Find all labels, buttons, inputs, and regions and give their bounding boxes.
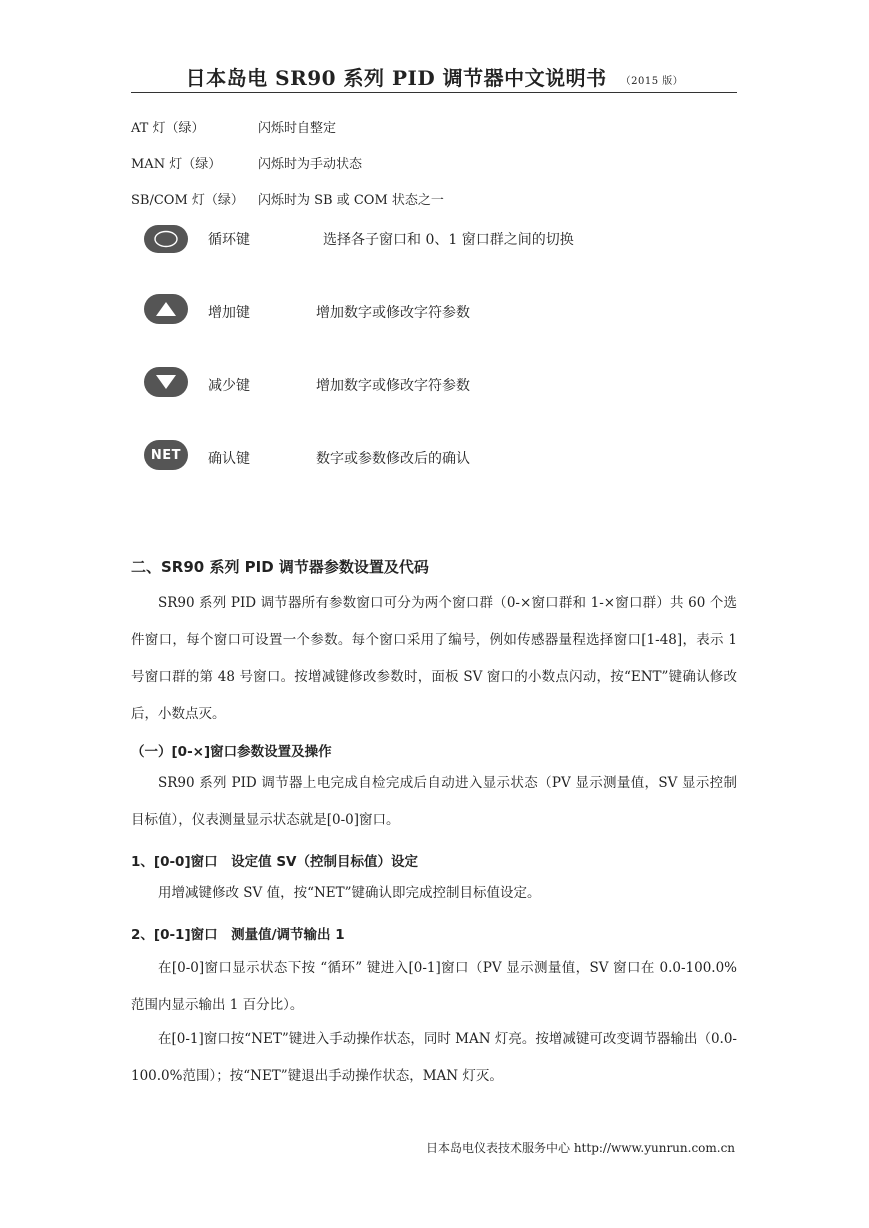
key-row-cycle [0,225,869,265]
key-name: 增加键 [208,305,250,321]
key-row-net [0,440,869,480]
led-desc: 闪烁时为手动状态 [258,157,363,172]
key-desc: 数字或参数修改后的确认 [316,451,470,467]
net-key-icon [144,440,188,470]
key-name: 循环键 [208,232,250,248]
up-arrow-key-icon [144,294,188,324]
edition-label: （2015 版） [620,76,684,87]
cycle-key-icon [144,225,188,253]
led-name: AT 灯（绿） [131,121,205,136]
led-name: MAN 灯（绿） [131,157,222,172]
led-name: SB/COM 灯（绿） [131,193,244,208]
key-name: 确认键 [208,451,250,467]
item-title-0-1: 2、[0-1]窗口 测量值/调节输出 1 [131,927,345,943]
header-divider [131,92,737,93]
page-header-title [0,62,869,91]
key-desc: 增加数字或修改字符参数 [316,378,470,394]
item-paragraph-0-1-a: 在[0-0]窗口显示状态下按 “循环” 键进入[0-1]窗口（PV 显示测量值，SV 窗口在 0.0-100.0%范围内显示输出 1 百分比）。 [131,960,737,1013]
led-desc: 闪烁时自整定 [258,121,337,136]
item-paragraph-0-1-b: 在[0-1]窗口按“NET”键进入手动操作状态，同时 MAN 灯亮。按增减键可改变调节器输出（0.0-100.0%范围）；按“NET”键退出手动操作状态，MAN 灯灭。 [131,1031,737,1084]
down-arrow-key-icon [144,367,188,397]
key-row-down [0,367,869,407]
item-paragraph-0-0: 用增减键修改 SV 值，按“NET”键确认即完成控制目标值设定。 [158,885,541,901]
led-desc: 闪烁时为 SB 或 COM 状态之一 [258,193,444,208]
key-row-up [0,294,869,334]
subsection-title: （一）[0-×]窗口参数设置及操作 [131,744,332,760]
item-title-0-0: 1、[0-0]窗口 设定值 SV（控制目标值）设定 [131,854,418,870]
section-title: 二、SR90 系列 PID 调节器参数设置及代码 [131,558,429,576]
key-desc: 选择各子窗口和 0、1 窗口群之间的切换 [323,232,574,248]
document-title: 日本岛电 SR90 系列 PID 调节器中文说明书 [185,66,607,90]
net-key-label: NET [150,447,182,463]
key-desc: 增加数字或修改字符参数 [316,305,470,321]
subsection-paragraph: SR90 系列 PID 调节器上电完成自检完成后自动进入显示状态（PV 显示测量值，SV 显示控制目标值），仪表测量显示状态就是[0-0]窗口。 [131,775,737,828]
page-footer: 日本岛电仪表技术服务中心 http://www.yunrun.com.cn [426,1141,736,1155]
intro-paragraph: SR90 系列 PID 调节器所有参数窗口可分为两个窗口群（0-×窗口群和 1-×窗口群）共 60 个选件窗口，每个窗口可设置一个参数。每个窗口采用了编号，例如传感器量程选择窗口[1-48]，表示 1 号窗口群的第 48 号窗口。按增减键修改参数时，面板 SV 窗口的小数点闪动，按“ENT”键确认修改后，小数点灭。 [131,595,737,722]
key-name: 减少键 [208,378,250,394]
